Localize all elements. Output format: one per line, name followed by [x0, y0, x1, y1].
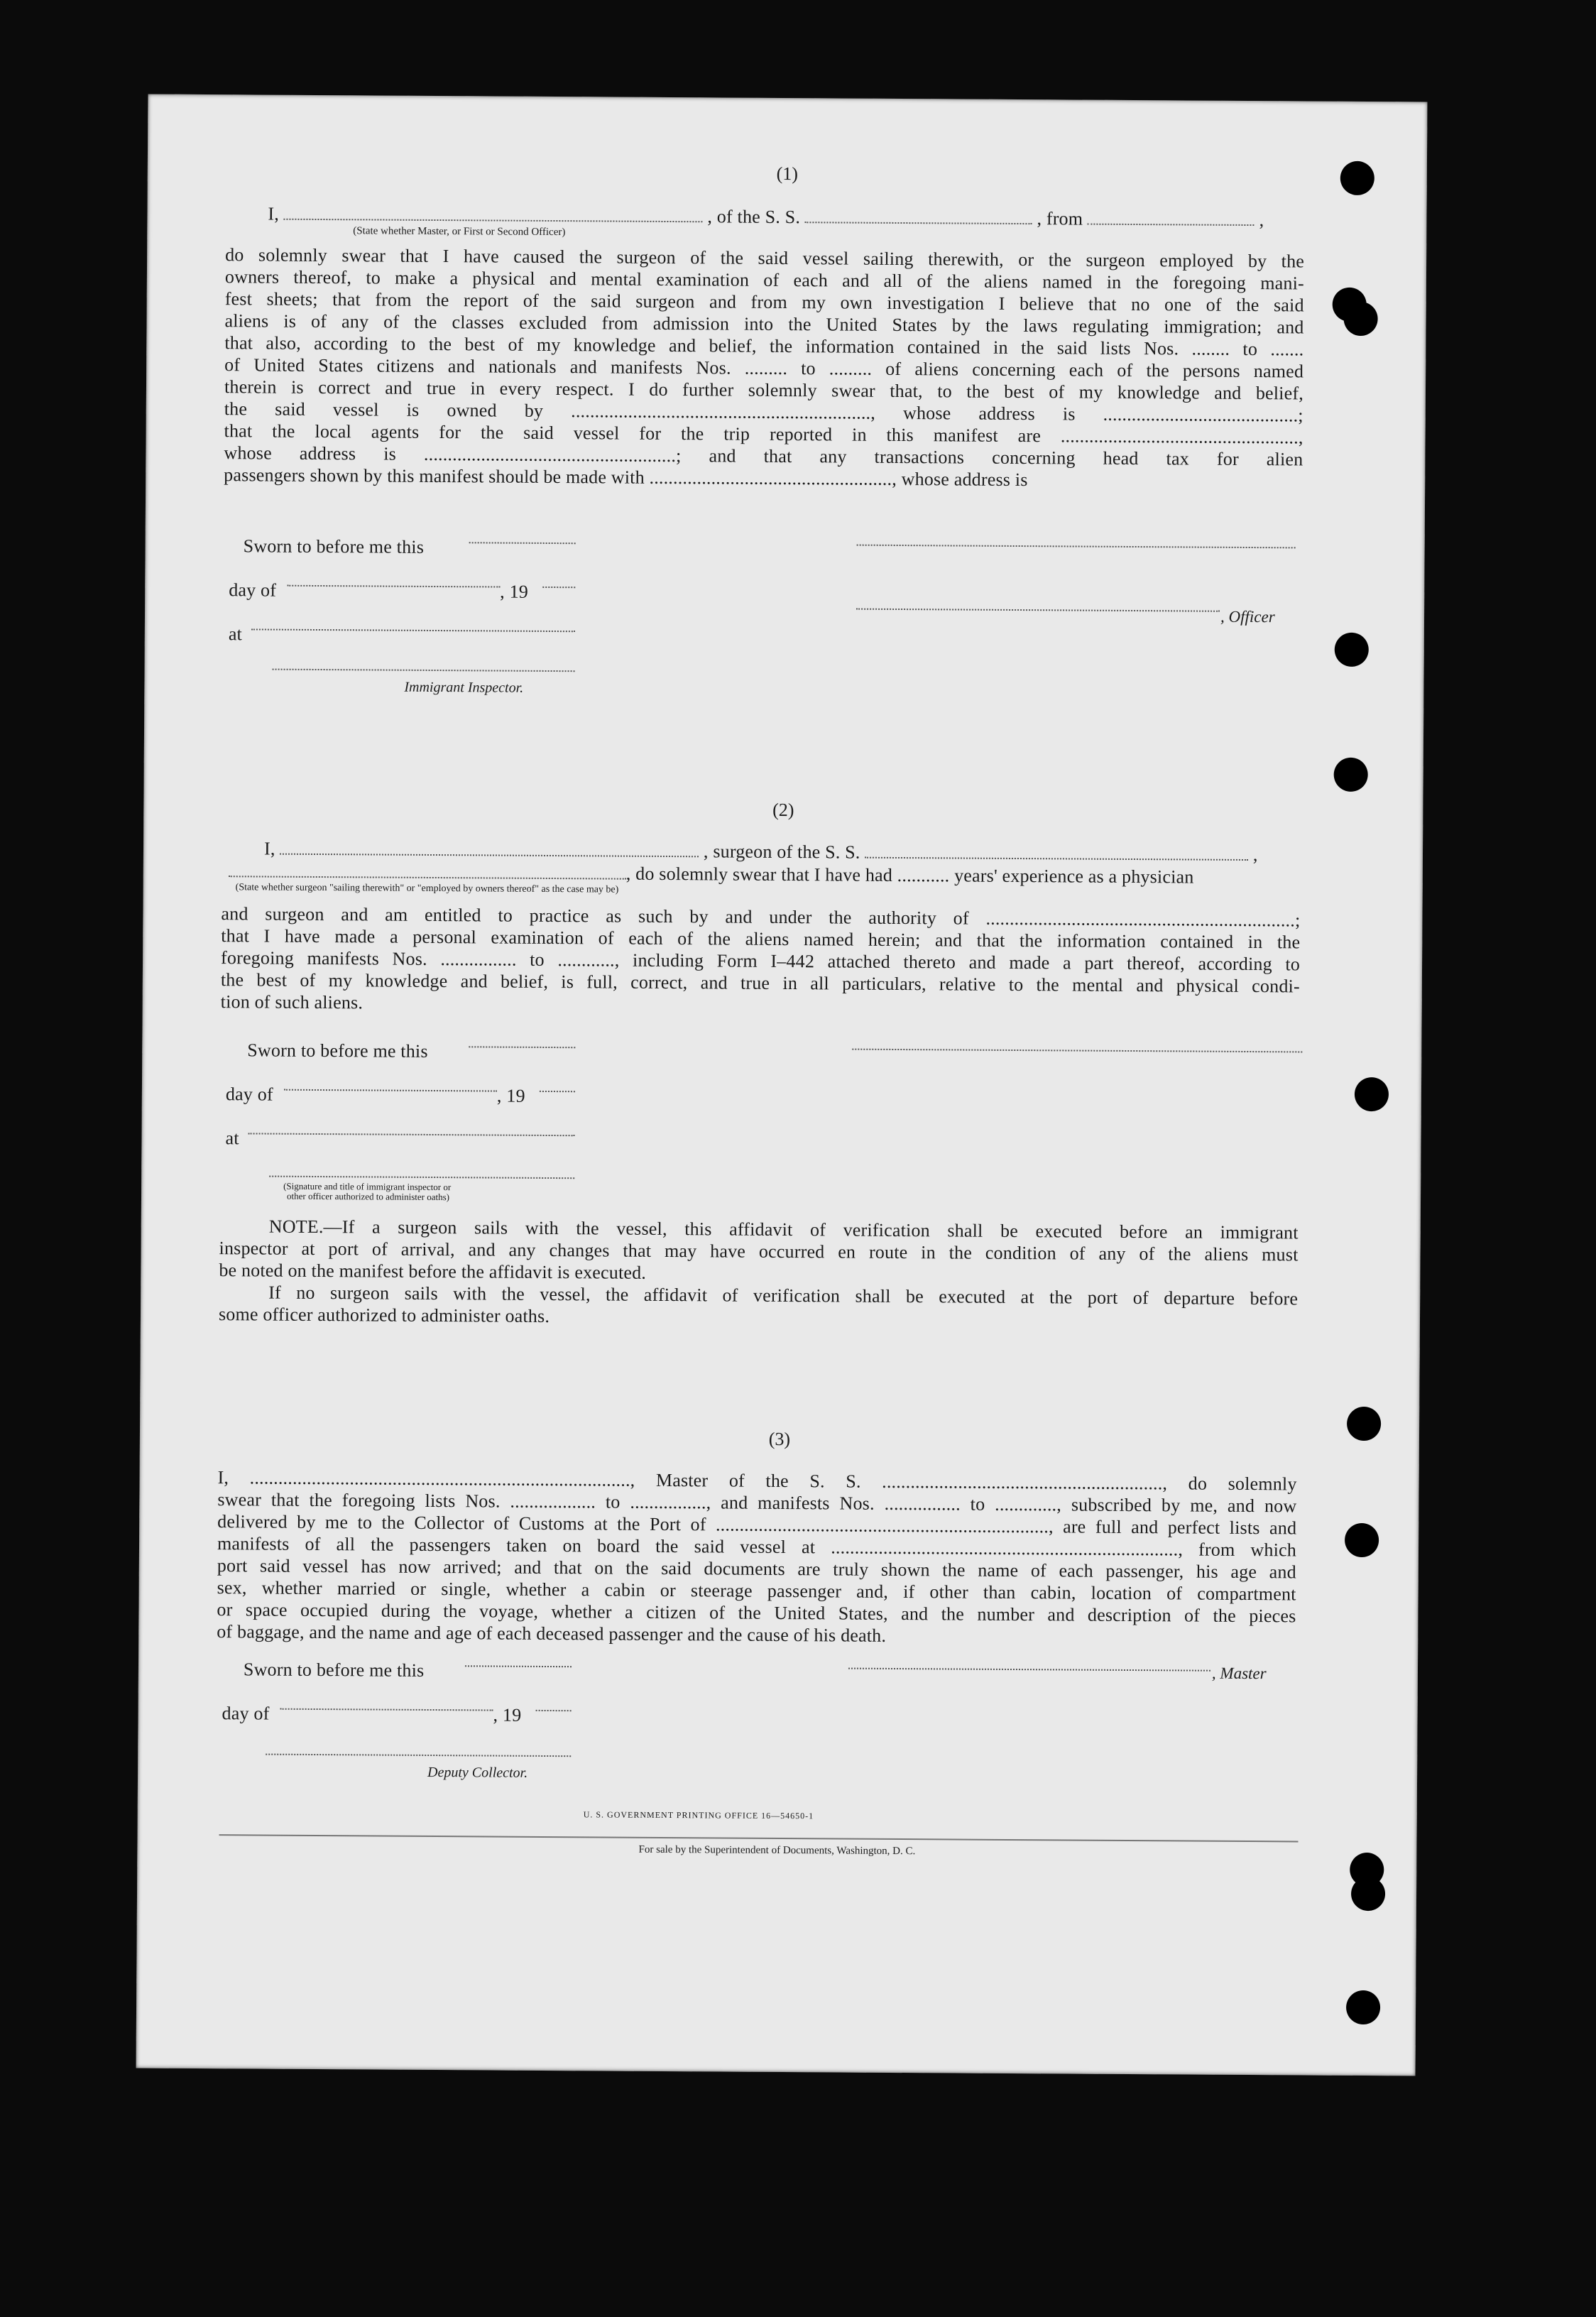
administering-officer-signature-field[interactable]: [269, 1176, 574, 1179]
departure-port-field[interactable]: [1088, 211, 1255, 226]
at-label-2: at: [225, 1128, 239, 1149]
officer-title-field[interactable]: [856, 609, 1220, 612]
text-line: the best of my knowledge and belief, is full, correct, and true in all particulars, relative to the mental and physical condi-: [220, 969, 1300, 997]
text-line: inspector at port of arrival, and any changes that may have occurred en route in the condition of any of the aliens must: [219, 1238, 1299, 1265]
officer-rank-note: (State whether Master, or First or Second Officer): [353, 225, 566, 239]
year-prefix-2: , 19: [496, 1085, 525, 1106]
year-field-3[interactable]: [536, 1710, 572, 1711]
text-line: that I have made a personal examination of each of the aliens named herein; and that the information contained in the: [221, 925, 1301, 953]
text-line: of baggage, and the name and age of each deceased passenger and the cause of his death.: [217, 1621, 887, 1646]
text-line: or space occupied during the voyage, whether a citizen of the United States, and the number and description of the pieces: [217, 1599, 1296, 1627]
day-of-label-3: day of: [222, 1703, 270, 1724]
sale-notice: For sale by the Superintendent of Documents, Washington, D. C.: [638, 1843, 916, 1858]
text-i: I,: [268, 203, 280, 224]
binder-hole: [1351, 1877, 1385, 1911]
binder-hole: [1334, 758, 1368, 792]
sworn-label-3: Sworn to before me this: [243, 1659, 425, 1681]
section-2-number: (2): [772, 799, 794, 821]
text-line: If no surgeon sails with the vessel, the affidavit of verification shall be executed at the port of departure before: [268, 1282, 1299, 1309]
vessel-name-field[interactable]: [805, 209, 1032, 224]
text-line: the said vessel is owned by ..............................................................., whose address is .........................................;: [224, 398, 1303, 426]
text-line: manifests of all the passengers taken on board the said vessel at ........................................................................., from which: [217, 1533, 1297, 1561]
master-label: , Master: [1211, 1664, 1267, 1683]
printing-office-imprint: U. S. GOVERNMENT PRINTING OFFICE 16—54650-1: [583, 1809, 814, 1821]
surgeon-status-note: (State whether surgeon "sailing therewith" or "employed by owners thereof" as the case may be): [235, 882, 619, 895]
administering-officer-note-2: other officer authorized to administer oaths): [286, 1190, 450, 1203]
binder-hole: [1346, 1990, 1380, 2024]
text-years-experience: , do solemnly swear that I have had ........... years' experience as a physician: [625, 863, 1194, 888]
officer-name-field[interactable]: [284, 206, 703, 223]
text-line: foregoing manifests Nos. ................ to ............, including Form I–442 attached thereto and made a part thereof, according to: [220, 947, 1301, 975]
at-label-1: at: [228, 623, 243, 645]
sworn-label-1: Sworn to before me this: [243, 535, 425, 557]
immigrant-inspector-label: Immigrant Inspector.: [404, 679, 524, 696]
text-line: I, ................................................................................, Master of the S. S. ..........................................................., do solemnly: [217, 1467, 1297, 1495]
deputy-collector-signature-field[interactable]: [266, 1754, 571, 1757]
binder-hole: [1335, 633, 1369, 667]
vessel-name-field-2[interactable]: [865, 844, 1248, 861]
text-line: swear that the foregoing lists Nos. .................. to ................, and manifests Nos. ................ to ............., subscribed by me, and now: [217, 1489, 1297, 1517]
administering-officer-note-1: (Signature and title of immigrant inspector or: [283, 1180, 452, 1193]
text-line: do solemnly swear that I have caused the surgeon of the said vessel sailing therewith, or the surgeon employed by the: [225, 244, 1305, 272]
text-of-ss: , of the S. S.: [707, 206, 801, 228]
binder-hole: [1345, 1523, 1379, 1557]
year-prefix-1: , 19: [500, 581, 529, 602]
year-field-1[interactable]: [542, 587, 575, 588]
text-line: owners thereof, to make a physical and mental examination of each and all of the aliens named in the foregoing mani-: [224, 266, 1304, 294]
surgeon-name-field[interactable]: [280, 841, 699, 858]
text-line: and surgeon and am entitled to practice as such by and under the authority of .................................................................;: [221, 903, 1301, 931]
text-line: be noted on the manifest before the affidavit is executed.: [219, 1260, 647, 1283]
sworn-label-2: Sworn to before me this: [247, 1040, 428, 1062]
section-1-number: (1): [776, 163, 799, 185]
text-line: tion of such aliens.: [220, 991, 364, 1013]
footer-divider: [219, 1834, 1299, 1842]
section-3-number: (3): [768, 1428, 791, 1450]
inspector-signature-field[interactable]: [273, 669, 575, 672]
text-line: aliens is of any of the classes excluded from admission into the United States by the laws regulating immigration; and: [224, 310, 1304, 338]
deputy-collector-label: Deputy Collector.: [427, 1764, 528, 1781]
text-line: sex, whether married or single, whether a cabin or steerage passenger and, if other than cabin, location of compartment: [217, 1577, 1296, 1605]
text-line: therein is correct and true in every respect. I do further solemnly swear that, to the best of my knowledge and belief,: [224, 376, 1304, 404]
day-of-label-1: day of: [229, 579, 277, 601]
text-line: delivered by me to the Collector of Customs at the Port of ......................................................................, are full and perfect lists and: [217, 1511, 1297, 1539]
year-prefix-3: , 19: [493, 1704, 522, 1726]
text-line: of United States citizens and nationals and manifests Nos. ......... to ......... of aliens concerning each of the persons named: [224, 354, 1304, 382]
text-comma: ,: [1252, 844, 1258, 866]
text-line: whose address is .....................................................; and that any transactions concerning head tax for alien: [224, 442, 1303, 470]
binder-hole: [1343, 302, 1377, 336]
text-from: , from: [1037, 208, 1083, 229]
text-line: some officer authorized to administer oaths.: [218, 1304, 550, 1327]
text-surgeon-of-ss: , surgeon of the S. S.: [703, 841, 860, 863]
surgeon-status-field[interactable]: [229, 863, 626, 879]
text-line: fest sheets; that from the report of the said surgeon and from my own investigation I believe that no one of the said: [224, 288, 1304, 316]
officer-label: , Officer: [1220, 607, 1275, 626]
text-comma: ,: [1259, 209, 1264, 231]
text-line: that also, according to the best of my knowledge and belief, the information contained in the said lists Nos. ........ to .......: [224, 332, 1304, 360]
text-line: port said vessel has now arrived; and that on the said documents are truly shown the name of each passenger, his age and: [217, 1555, 1296, 1583]
text-line: passengers shown by this manifest should be made with ..................................................., whose address is: [224, 464, 1028, 491]
year-field-2[interactable]: [540, 1091, 575, 1092]
text-line: that the local agents for the said vessel for the trip reported in this manifest are ..................................................,: [224, 420, 1303, 448]
form-page: [136, 94, 1428, 2076]
text-i: I,: [263, 838, 275, 859]
text-line: NOTE.—If a surgeon sails with the vessel, this affidavit of verification shall be executed before an immigrant: [268, 1216, 1299, 1243]
day-of-label-2: day of: [225, 1084, 273, 1105]
